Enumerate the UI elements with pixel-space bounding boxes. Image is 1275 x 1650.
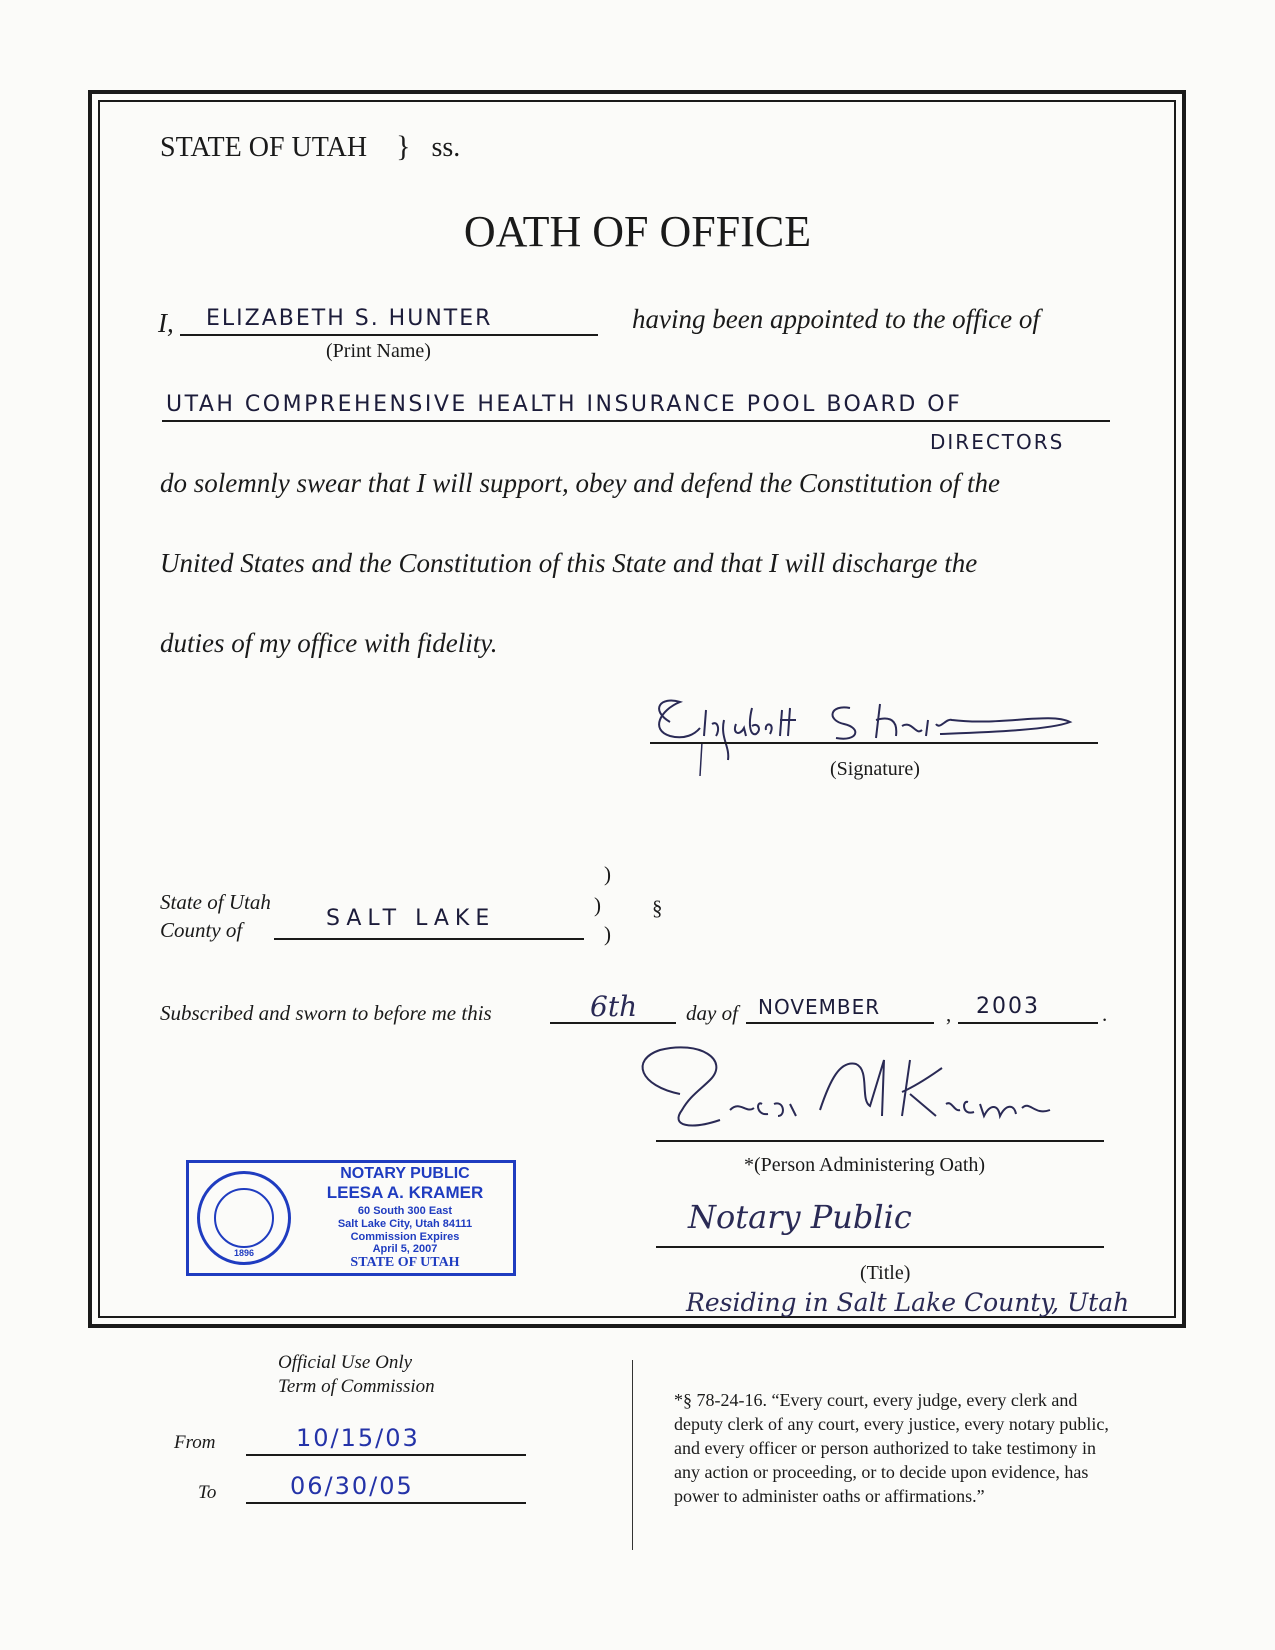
oath-text-line3: duties of my office with fidelity. bbox=[160, 628, 498, 658]
office-line bbox=[162, 420, 1110, 422]
residing-note: Residing in Salt Lake County, Utah bbox=[686, 1288, 1130, 1317]
stamp-line-1: NOTARY PUBLIC bbox=[340, 1165, 470, 1182]
stamp-line-3: 60 South 300 East bbox=[357, 1205, 453, 1217]
paren-3: ) bbox=[604, 922, 611, 946]
state-label: STATE OF UTAH bbox=[160, 132, 368, 163]
paren-1: ) bbox=[604, 862, 611, 886]
title-value: Notary Public bbox=[688, 1198, 912, 1236]
administrator-line bbox=[656, 1140, 1104, 1142]
from-label: From bbox=[174, 1432, 216, 1453]
office-value-line1: UTAH COMPREHENSIVE HEALTH INSURANCE POOL BOARD OF bbox=[166, 392, 963, 417]
statute-footnote bbox=[674, 1388, 1109, 1508]
administrator-signature-handwritten bbox=[620, 1040, 1090, 1140]
period-text: . bbox=[1102, 1002, 1108, 1026]
month-line bbox=[746, 1022, 934, 1024]
title-line bbox=[656, 1246, 1104, 1248]
term-heading: Term of Commission bbox=[278, 1376, 435, 1397]
from-value: 10/15/03 bbox=[296, 1424, 420, 1452]
notary-stamp bbox=[186, 1160, 516, 1276]
day-value: 6th bbox=[590, 990, 638, 1023]
stamp-line-5: Commission Expires bbox=[350, 1231, 460, 1243]
footnote-line-5: power to administer oaths or affirmations.” bbox=[674, 1486, 985, 1506]
print-name-caption: (Print Name) bbox=[326, 340, 431, 362]
stamp-line-6: April 5, 2007 bbox=[372, 1243, 438, 1255]
stamp-line-4: Salt Lake City, Utah 84111 bbox=[337, 1218, 473, 1230]
ss-label: ss. bbox=[431, 132, 461, 163]
seal-year: 1896 bbox=[233, 1248, 255, 1258]
office-value-line2: DIRECTORS bbox=[930, 430, 1065, 454]
official-heading: Official Use Only bbox=[278, 1352, 413, 1373]
county-value: SALT LAKE bbox=[326, 906, 496, 931]
pronoun-text: I, bbox=[158, 308, 174, 338]
county-line bbox=[274, 938, 584, 940]
stamp-line-7: STATE OF UTAH bbox=[350, 1255, 460, 1270]
print-name-value: ELIZABETH S. HUNTER bbox=[206, 306, 493, 331]
state-of-utah-label: State of Utah bbox=[160, 890, 271, 914]
state-heading bbox=[160, 130, 460, 164]
year-line bbox=[958, 1022, 1098, 1024]
day-of-text: day of bbox=[686, 1001, 738, 1025]
title-caption: (Title) bbox=[860, 1262, 911, 1284]
oath-text-line2: United States and the Constitution of this State and that I will discharge the bbox=[160, 548, 978, 578]
state-seal-icon bbox=[197, 1171, 291, 1265]
to-label: To bbox=[198, 1482, 217, 1503]
print-name-line bbox=[180, 334, 598, 336]
oath-text-line1: do solemnly swear that I will support, obey and defend the Constitution of the bbox=[160, 468, 1000, 498]
county-label: County of bbox=[160, 918, 243, 942]
page-title: OATH OF OFFICE bbox=[463, 207, 812, 256]
brace-glyph: } bbox=[396, 130, 411, 163]
administrator-caption: *(Person Administering Oath) bbox=[744, 1154, 986, 1176]
sworn-text: Subscribed and sworn to before me this bbox=[160, 1001, 492, 1025]
to-value: 06/30/05 bbox=[290, 1472, 414, 1500]
signature-line bbox=[650, 742, 1098, 744]
signature-caption: (Signature) bbox=[830, 758, 920, 780]
footnote-line-1: *§ 78-24-16. “Every court, every judge, every clerk and bbox=[674, 1390, 1078, 1410]
appointed-text: having been appointed to the office of bbox=[632, 304, 1040, 334]
footnote-line-4: any action or proceeding, or to decide upon evidence, has bbox=[674, 1462, 1089, 1482]
footnote-line-3: and every officer or person authorized to take testimony in bbox=[674, 1438, 1097, 1458]
stamp-line-2: LEESA A. KRAMER bbox=[326, 1183, 484, 1202]
year-value: 2003 bbox=[976, 994, 1040, 1019]
section-symbol: § bbox=[652, 896, 663, 920]
column-divider bbox=[632, 1360, 633, 1550]
comma-text: , bbox=[946, 1002, 952, 1026]
to-line bbox=[246, 1502, 526, 1504]
paren-2: ) bbox=[594, 893, 601, 917]
from-line bbox=[246, 1454, 526, 1456]
month-value: NOVEMBER bbox=[758, 995, 881, 1019]
footnote-line-2: deputy clerk of any court, every justice, every notary public, bbox=[674, 1414, 1109, 1434]
